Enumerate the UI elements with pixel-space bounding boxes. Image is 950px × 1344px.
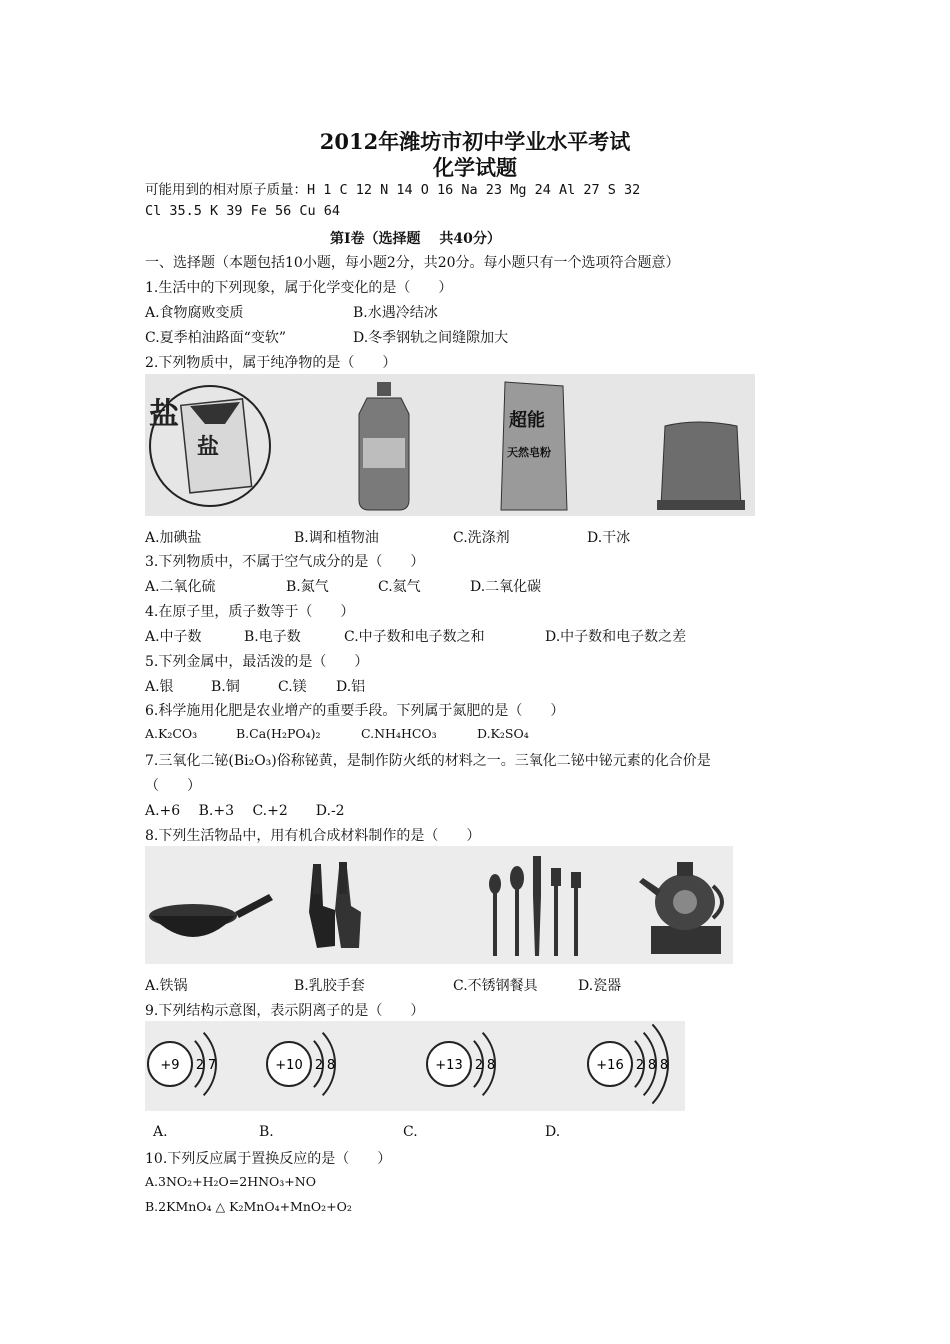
nucleus-label: +10: [275, 1058, 303, 1073]
q6-option-a: A.K₂CO₃: [145, 726, 198, 741]
q2-option-b: B.调和植物油: [294, 530, 379, 546]
q9-structure-diagrams: [145, 1021, 685, 1111]
q10-option-b: B.2KMnO₄ △ K₂MnO₄+MnO₂+O₂: [145, 1199, 352, 1214]
electron-count: 2: [474, 1058, 484, 1073]
q6-option-b: B.Ca(H₂PO₄)₂: [236, 726, 321, 741]
q8-stem: 8.下列生活物品中，用有机合成材料制作的是（ ）: [145, 828, 481, 844]
q8-option-c: C.不锈钢餐具: [453, 978, 538, 994]
q5-option-c: C.镁: [278, 679, 307, 695]
q4-stem: 4.在原子里，质子数等于（ ）: [145, 604, 355, 620]
nucleus-label: +16: [596, 1058, 624, 1073]
electron-count: 7: [207, 1058, 217, 1073]
q6-option-d: D.K₂SO₄: [477, 726, 529, 741]
q2-option-c: C.洗涤剂: [453, 530, 510, 546]
q7-paren: （ ）: [145, 778, 201, 794]
q2-stem: 2.下列物质中，属于纯净物的是（ ）: [145, 355, 397, 371]
q9-option-c: C.: [403, 1124, 418, 1140]
q1-stem: 1.生活中的下列现象，属于化学变化的是（ ）: [145, 280, 453, 296]
exam-title: 2012年潍坊市初中学业水平考试: [319, 129, 631, 154]
detergent-product: 天然皂粉: [507, 446, 551, 459]
detergent-bag: [501, 382, 567, 510]
q3-option-a: A.二氧化硫: [145, 579, 216, 595]
q4-option-b: B.电子数: [244, 629, 301, 645]
q4-option-d: D.中子数和电子数之差: [545, 629, 687, 645]
q9-option-a: A.: [153, 1124, 168, 1140]
atomic-mass-line-1: 可能用到的相对原子质量：H 1 C 12 N 14 O 16 Na 23 Mg 24 Al 27 S 32: [145, 182, 641, 198]
q1-option-d: D.冬季钢轨之间缝隙加大: [353, 330, 509, 346]
q4-option-a: A.中子数: [145, 629, 202, 645]
electron-count: 2: [314, 1058, 324, 1073]
q4-option-c: C.中子数和电子数之和: [344, 629, 485, 645]
q6-option-c: C.NH₄HCO₃: [361, 726, 437, 741]
electron-count: 2: [195, 1058, 205, 1073]
q6-stem: 6.科学施用化肥是农业增产的重要手段。下列属于氮肥的是（ ）: [145, 703, 565, 719]
q9-option-d: D.: [545, 1124, 561, 1140]
electron-count: 2: [635, 1058, 645, 1073]
q9-stem: 9.下列结构示意图，表示阴离子的是（ ）: [145, 1003, 425, 1019]
q8-option-d: D.瓷器: [578, 978, 622, 994]
q5-option-b: B.铜: [211, 679, 240, 695]
q5-option-a: A.银: [145, 679, 174, 695]
q3-option-c: C.氦气: [378, 579, 421, 595]
electron-count: 8: [659, 1058, 669, 1073]
q7-options: A.+6 B.+3 C.+2 D.-2: [145, 803, 345, 819]
q10-stem: 10.下列反应属于置换反应的是（ ）: [145, 1151, 392, 1167]
nucleus-label: +9: [160, 1058, 180, 1073]
q5-stem: 5.下列金属中，最活泼的是（ ）: [145, 654, 369, 670]
q2-option-a: A.加碘盐: [145, 530, 202, 546]
electron-count: 8: [486, 1058, 496, 1073]
q9-option-b: B.: [259, 1124, 274, 1140]
q1-option-a: A.食物腐败变质: [145, 305, 244, 321]
salt-char-2: 盐: [197, 435, 220, 460]
section-intro: 一、选择题（本题包括10小题，每小题2分，共20分。每小题只有一个选项符合题意）: [145, 255, 680, 271]
exam-subtitle: 化学试题: [433, 155, 517, 180]
atomic-mass-line-2: Cl 35.5 K 39 Fe 56 Cu 64: [145, 203, 341, 219]
q3-stem: 3.下列物质中，不属于空气成分的是（ ）: [145, 554, 425, 570]
q5-option-d: D.铝: [336, 679, 366, 695]
q3-option-b: B.氮气: [286, 579, 329, 595]
section-heading: 第Ⅰ卷（选择题 共40分）: [330, 231, 501, 247]
q7-stem: 7.三氧化二铋(Bi₂O₃)俗称铋黄，是制作防火纸的材料之一。三氧化二铋中铋元素的化合价是: [145, 753, 711, 769]
nucleus-label: +13: [435, 1058, 463, 1073]
q1-option-c: C.夏季柏油路面“变软”: [145, 330, 286, 346]
q10-option-a: A.3NO₂+H₂O=2HNO₃+NO: [145, 1174, 316, 1189]
oil-bottle: [359, 382, 409, 510]
q2-product-photos: [145, 374, 755, 516]
electron-count: 8: [647, 1058, 657, 1073]
q8-option-b: B.乳胶手套: [294, 978, 365, 994]
dry-ice-block: [657, 422, 745, 510]
q8-item-photos: [145, 846, 733, 964]
q3-option-d: D.二氧化碳: [470, 579, 542, 595]
detergent-brand: 超能: [509, 410, 545, 431]
q8-option-a: A.铁锅: [145, 978, 188, 994]
q2-option-d: D.干冰: [587, 530, 631, 546]
electron-count: 8: [326, 1058, 336, 1073]
q1-option-b: B.水遇冷结冰: [353, 305, 438, 321]
salt-char-1: 盐: [149, 397, 179, 432]
